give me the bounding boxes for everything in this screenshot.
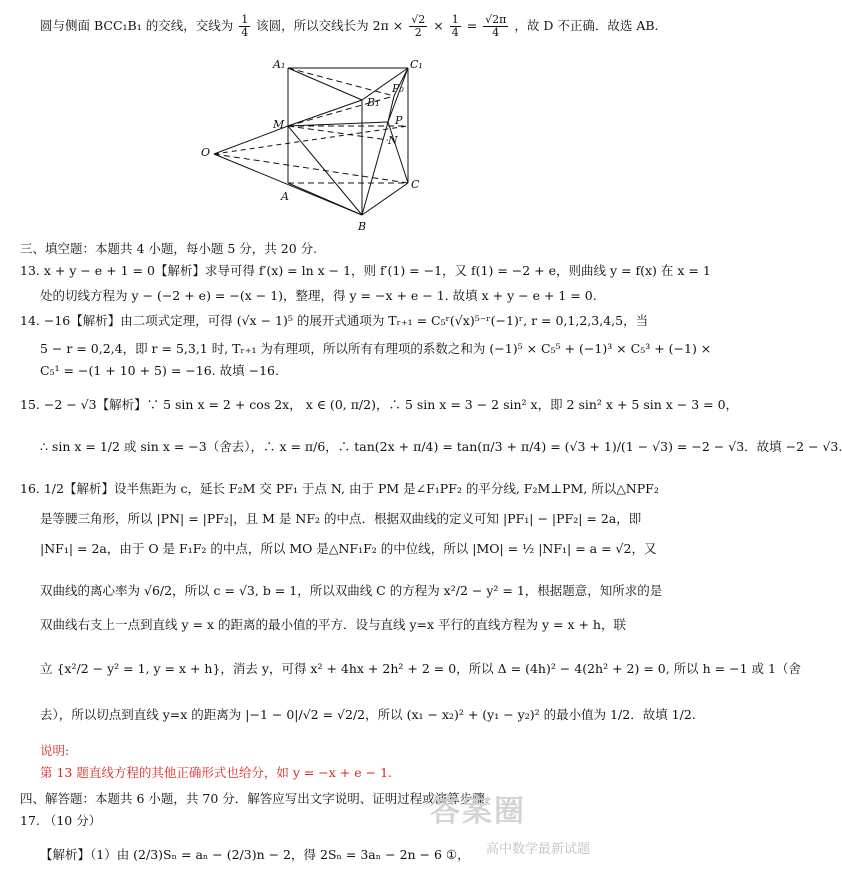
label-M: M bbox=[273, 118, 285, 131]
q17-line-1: 【解析】（1）由 (2/3)Sₙ = aₙ − (2/3)n − 2，得 2Sₙ = 3aₙ − 2n − 6 ①， bbox=[40, 847, 470, 862]
label-N: N bbox=[388, 134, 398, 147]
q16-line-1: 16. 1/2【解析】设半焦距为 c，延长 F₂M 交 PF₁ 于点 N, 由于 PM 是∠F₁PF₂ 的平分线, F₂M⊥PM, 所以△NPF₂ bbox=[20, 481, 659, 496]
q16-line-7: 去），所以切点到直线 y=x 的距离为 |−1 − 0|/√2 = √2/2，所以 (x₁ − x₂)² + (y₁ − y₂)² 的最小值为 1/2．故填 1/2. bbox=[40, 707, 696, 722]
q14-line-3: C₅¹ = −(1 + 10 + 5) = −16. 故填 −16. bbox=[40, 363, 279, 378]
note-body: 第 13 题直线方程的其他正确形式也给分，如 y = −x + e − 1. bbox=[40, 765, 392, 780]
fraction-root2-over-2 bbox=[409, 14, 427, 39]
frac-den: 4 bbox=[241, 26, 249, 39]
q17-heading: 17. （10 分） bbox=[20, 813, 102, 828]
label-C: C bbox=[411, 178, 420, 191]
q16-line-3: |NF₁| = 2a，由于 O 是 F₁F₂ 的中点，所以 MO 是△NF₁F₂ 的中位线，所以 |MO| = ½ |NF₁| = a = √2，又 bbox=[40, 541, 657, 556]
section-4-heading: 四、解答题：本题共 6 小题，共 70 分．解答应写出文字说明、证明过程或演算步骤. bbox=[20, 791, 489, 806]
watermark-caption: 高中数学最新试题 bbox=[486, 842, 591, 857]
q13-line-1: 13. x + y − e + 1 = 0【解析】求导可得 f′(x) = ln x − 1，则 f′(1) = −1，又 f(1) = −2 + e，则曲线 y = f(x) 在 x = 1 bbox=[20, 263, 711, 278]
q16-line-6: 立 {x²/2 − y² = 1, y = x + h}，消去 y，可得 x² + 4hx + 2h² + 2 = 0，所以 Δ = (4h)² − 4(2h² + 2) = 0, 所以 h = −1 或 1（舍 bbox=[40, 661, 801, 676]
frac-den: 2 bbox=[414, 26, 422, 39]
q13-line-2: 处的切线方程为 y − (−2 + e) = −(x − 1)，整理，得 y = −x + e − 1. 故填 x + y − e + 1 = 0. bbox=[40, 288, 597, 303]
label-B: B bbox=[358, 220, 367, 233]
label-P: P bbox=[395, 114, 403, 127]
note-title: 说明: bbox=[40, 743, 70, 758]
frac-num: 1 bbox=[241, 13, 249, 26]
q14-line-1: 14. −16【解析】由二项式定理，可得 (√x − 1)⁵ 的展开式通项为 Tᵣ₊₁ = C₅ʳ(√x)⁵⁻ʳ(−1)ʳ, r = 0,1,2,3,4,5，当 bbox=[20, 313, 649, 328]
label-A: A bbox=[281, 190, 289, 203]
label-P0: P₀ bbox=[392, 82, 404, 95]
fraction-quarter-2 bbox=[450, 14, 461, 39]
frac-num: 1 bbox=[451, 13, 459, 26]
q16-line-5: 双曲线右支上一点到直线 y = x 的距离的最小值的平方．设与直线 y=x 平行的直线方程为 y = x + h，联 bbox=[40, 617, 626, 632]
top-line-part2: 该圆，所以交线长为 2π × bbox=[256, 18, 404, 33]
fraction-result bbox=[483, 14, 508, 39]
frac-den: 4 bbox=[451, 26, 459, 39]
section-3-heading: 三、填空题：本题共 4 小题，每小题 5 分，共 20 分. bbox=[20, 241, 318, 256]
label-C1: C₁ bbox=[410, 58, 423, 71]
label-B1: B₁ bbox=[367, 96, 380, 109]
q14-line-2: 5 − r = 0,2,4，即 r = 5,3,1 时, Tᵣ₊₁ 为有理项，所以所有有理项的系数之和为 (−1)⁵ × C₅⁵ + (−1)³ × C₅³ + (−1) × bbox=[40, 341, 712, 356]
prism-geometry-figure bbox=[195, 58, 435, 238]
top-line bbox=[40, 14, 659, 39]
frac-den: 4 bbox=[492, 26, 500, 39]
label-O: O bbox=[201, 146, 211, 159]
frac-num: √2π bbox=[485, 13, 507, 26]
q15-line-1: 15. −2 − √3【解析】∵ 5 sin x = 2 + cos 2x， x ∈ (0, π/2)，∴ 5 sin x = 3 − 2 sin² x，即 2 sin² x + 5 sin x − 3 = 0， bbox=[20, 397, 739, 412]
top-line-part5: ，故 D 不正确．故选 AB. bbox=[514, 18, 659, 33]
top-line-part3: × bbox=[433, 18, 444, 33]
fraction-quarter bbox=[239, 14, 250, 39]
frac-num: √2 bbox=[411, 13, 426, 26]
watermark-logo: 答案圈 bbox=[430, 794, 526, 829]
top-line-part1: 圆与侧面 BCC₁B₁ 的交线，交线为 bbox=[40, 18, 234, 33]
q15-line-2: ∴ sin x = 1/2 或 sin x = −3（舍去），∴ x = π/6，∴ tan(2x + π/4) = tan(π/3 + π/4) = (√3 + 1)/(1 − √3) = −2 − √3．故填 −2 − √3. bbox=[40, 439, 842, 454]
label-A1: A₁ bbox=[273, 58, 286, 71]
top-line-part4: = bbox=[466, 18, 478, 33]
q16-line-2: 是等腰三角形，所以 |PN| = |PF₂|，且 M 是 NF₂ 的中点．根据双曲线的定义可知 |PF₁| − |PF₂| = 2a，即 bbox=[40, 511, 642, 526]
q16-line-4: 双曲线的离心率为 √6/2，所以 c = √3, b = 1，所以双曲线 C 的方程为 x²/2 − y² = 1，根据题意，知所求的是 bbox=[40, 583, 663, 598]
